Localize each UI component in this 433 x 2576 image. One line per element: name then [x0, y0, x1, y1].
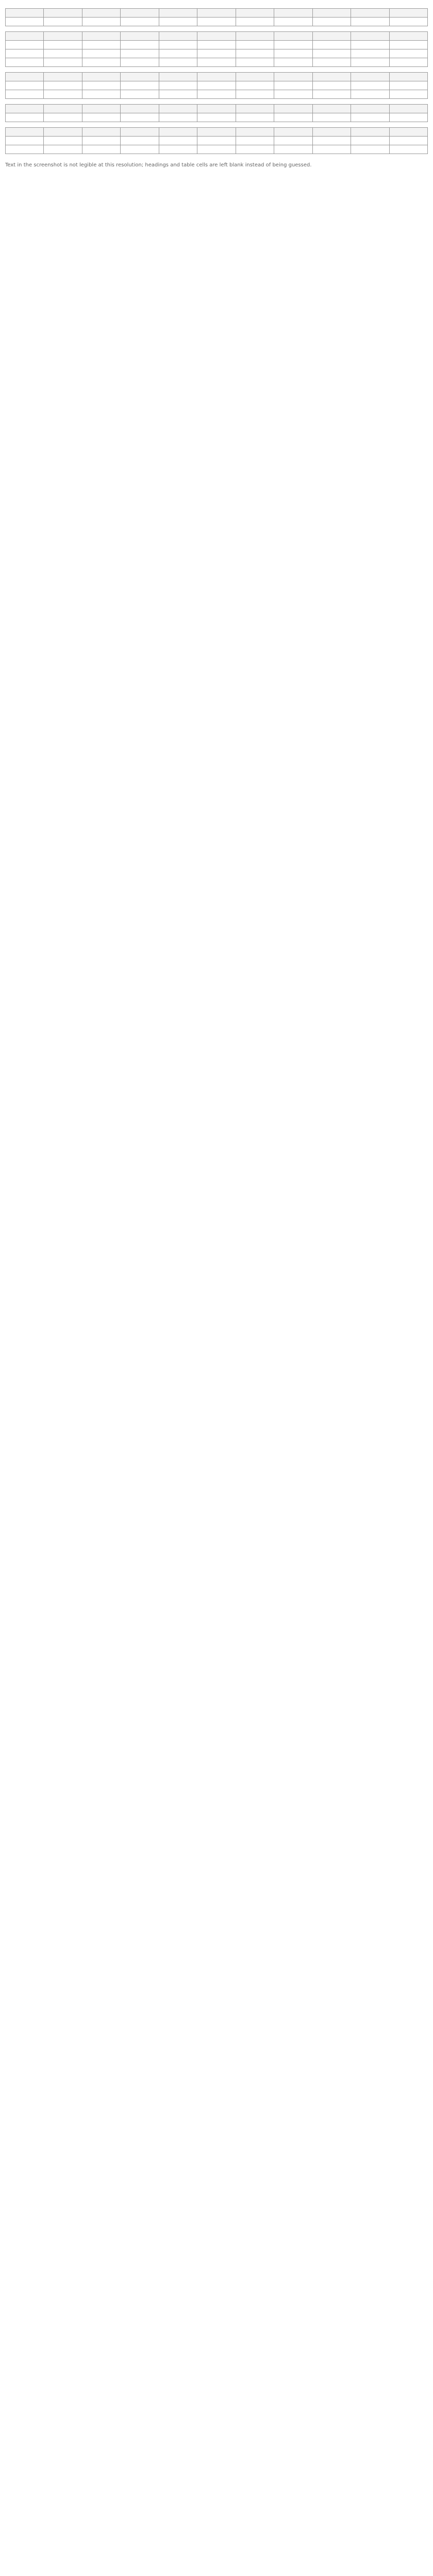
table-cell — [197, 81, 236, 90]
table-cell — [121, 145, 159, 154]
table-cell — [159, 145, 197, 154]
table-cell — [121, 41, 159, 49]
table-cell — [197, 90, 236, 99]
table-cell — [312, 81, 351, 90]
table-cell — [44, 58, 82, 67]
table-cell — [44, 18, 82, 26]
table-cell — [6, 49, 44, 58]
table-cell — [197, 18, 236, 26]
table-cell — [197, 137, 236, 145]
table-cell — [82, 18, 120, 26]
data-table — [5, 8, 428, 26]
table-cell — [197, 49, 236, 58]
table-cell — [236, 137, 274, 145]
column-header — [197, 105, 236, 113]
table-cell — [6, 145, 44, 154]
table-cell — [389, 41, 427, 49]
table-header-row — [6, 105, 428, 113]
table-cell — [236, 49, 274, 58]
table-row — [6, 113, 428, 122]
column-header — [274, 73, 312, 81]
table-cell — [312, 137, 351, 145]
column-header — [197, 9, 236, 18]
table-cell — [121, 137, 159, 145]
column-header — [389, 73, 427, 81]
column-header — [121, 32, 159, 41]
table-cell — [197, 145, 236, 154]
table-cell — [312, 49, 351, 58]
table-cell — [389, 58, 427, 67]
table-cell — [44, 90, 82, 99]
table-cell — [197, 41, 236, 49]
table-header-row — [6, 73, 428, 81]
table-cell — [351, 90, 389, 99]
table-header-row — [6, 128, 428, 137]
table-cell — [121, 81, 159, 90]
data-table — [5, 127, 428, 154]
table-row — [6, 18, 428, 26]
table-cell — [389, 49, 427, 58]
data-table — [5, 104, 428, 122]
table-cell — [351, 18, 389, 26]
table-cell — [389, 90, 427, 99]
column-header — [82, 73, 120, 81]
column-header — [351, 128, 389, 137]
column-header — [389, 9, 427, 18]
table-cell — [312, 145, 351, 154]
column-header — [82, 9, 120, 18]
column-header — [159, 73, 197, 81]
column-header — [82, 105, 120, 113]
column-header — [121, 73, 159, 81]
table-cell — [197, 113, 236, 122]
table-cell — [312, 18, 351, 26]
column-header — [159, 105, 197, 113]
column-header — [312, 128, 351, 137]
sections-container — [5, 8, 428, 154]
table-cell — [44, 145, 82, 154]
table-cell — [351, 41, 389, 49]
table-cell — [159, 90, 197, 99]
column-header — [274, 105, 312, 113]
column-header — [312, 105, 351, 113]
table-cell — [82, 49, 120, 58]
table-cell — [351, 49, 389, 58]
table-cell — [159, 113, 197, 122]
table-cell — [6, 113, 44, 122]
column-header — [312, 73, 351, 81]
table-row — [6, 81, 428, 90]
column-header — [121, 9, 159, 18]
column-header — [351, 9, 389, 18]
table-row — [6, 145, 428, 154]
table-cell — [6, 18, 44, 26]
table-cell — [274, 49, 312, 58]
table-cell — [312, 58, 351, 67]
table-cell — [121, 113, 159, 122]
table-cell — [236, 41, 274, 49]
table-row — [6, 49, 428, 58]
illegible-notice: Text in the screenshot is not legible at this resolution; headings and table cells are left blank instead of being guessed. — [5, 162, 312, 168]
table-cell — [6, 81, 44, 90]
table-cell — [121, 90, 159, 99]
column-header — [197, 73, 236, 81]
table-cell — [82, 145, 120, 154]
document-page — [0, 0, 433, 168]
table-row — [6, 58, 428, 67]
table-cell — [351, 113, 389, 122]
column-header — [44, 32, 82, 41]
table-cell — [236, 90, 274, 99]
table-cell — [389, 81, 427, 90]
table-cell — [159, 58, 197, 67]
table-cell — [82, 90, 120, 99]
column-header — [6, 105, 44, 113]
table-cell — [274, 90, 312, 99]
column-header — [274, 9, 312, 18]
table-cell — [312, 41, 351, 49]
table-cell — [236, 145, 274, 154]
table-header-row — [6, 9, 428, 18]
column-header — [6, 128, 44, 137]
column-header — [44, 9, 82, 18]
column-header — [159, 128, 197, 137]
table-row — [6, 137, 428, 145]
column-header — [6, 73, 44, 81]
table-cell — [236, 81, 274, 90]
table-cell — [82, 81, 120, 90]
data-table — [5, 72, 428, 99]
column-header — [82, 128, 120, 137]
table-row — [6, 90, 428, 99]
table-cell — [312, 113, 351, 122]
table-cell — [197, 58, 236, 67]
table-cell — [6, 137, 44, 145]
table-cell — [274, 58, 312, 67]
table-cell — [159, 49, 197, 58]
table-cell — [44, 113, 82, 122]
column-header — [121, 128, 159, 137]
column-header — [82, 32, 120, 41]
table-cell — [159, 18, 197, 26]
table-cell — [351, 145, 389, 154]
column-header — [236, 128, 274, 137]
table-cell — [82, 58, 120, 67]
column-header — [159, 32, 197, 41]
table-cell — [312, 90, 351, 99]
table-cell — [389, 18, 427, 26]
table-cell — [121, 49, 159, 58]
table-cell — [389, 137, 427, 145]
table-cell — [274, 113, 312, 122]
table-cell — [274, 145, 312, 154]
table-cell — [236, 18, 274, 26]
column-header — [312, 9, 351, 18]
column-header — [389, 105, 427, 113]
table-cell — [351, 137, 389, 145]
column-header — [44, 73, 82, 81]
column-header — [6, 9, 44, 18]
column-header — [197, 32, 236, 41]
column-header — [274, 128, 312, 137]
column-header — [121, 105, 159, 113]
column-header — [236, 105, 274, 113]
column-header — [312, 32, 351, 41]
column-header — [44, 105, 82, 113]
table-cell — [121, 18, 159, 26]
table-cell — [274, 41, 312, 49]
table-cell — [159, 41, 197, 49]
table-cell — [44, 49, 82, 58]
table-cell — [351, 81, 389, 90]
table-cell — [274, 81, 312, 90]
column-header — [351, 105, 389, 113]
column-header — [389, 32, 427, 41]
column-header — [236, 32, 274, 41]
table-cell — [82, 137, 120, 145]
table-cell — [389, 145, 427, 154]
column-header — [351, 32, 389, 41]
column-header — [274, 32, 312, 41]
table-cell — [44, 41, 82, 49]
table-cell — [6, 90, 44, 99]
column-header — [236, 73, 274, 81]
column-header — [236, 9, 274, 18]
table-cell — [121, 58, 159, 67]
column-header — [44, 128, 82, 137]
table-cell — [82, 41, 120, 49]
column-header — [6, 32, 44, 41]
data-table — [5, 31, 428, 67]
table-cell — [274, 137, 312, 145]
column-header — [159, 9, 197, 18]
table-cell — [351, 58, 389, 67]
table-cell — [236, 58, 274, 67]
column-header — [351, 73, 389, 81]
column-header — [389, 128, 427, 137]
table-header-row — [6, 32, 428, 41]
table-row — [6, 41, 428, 49]
table-cell — [44, 137, 82, 145]
table-cell — [82, 113, 120, 122]
table-cell — [274, 18, 312, 26]
table-cell — [236, 113, 274, 122]
table-cell — [6, 41, 44, 49]
table-cell — [389, 113, 427, 122]
table-cell — [6, 58, 44, 67]
table-cell — [159, 137, 197, 145]
table-cell — [159, 81, 197, 90]
table-cell — [44, 81, 82, 90]
column-header — [197, 128, 236, 137]
